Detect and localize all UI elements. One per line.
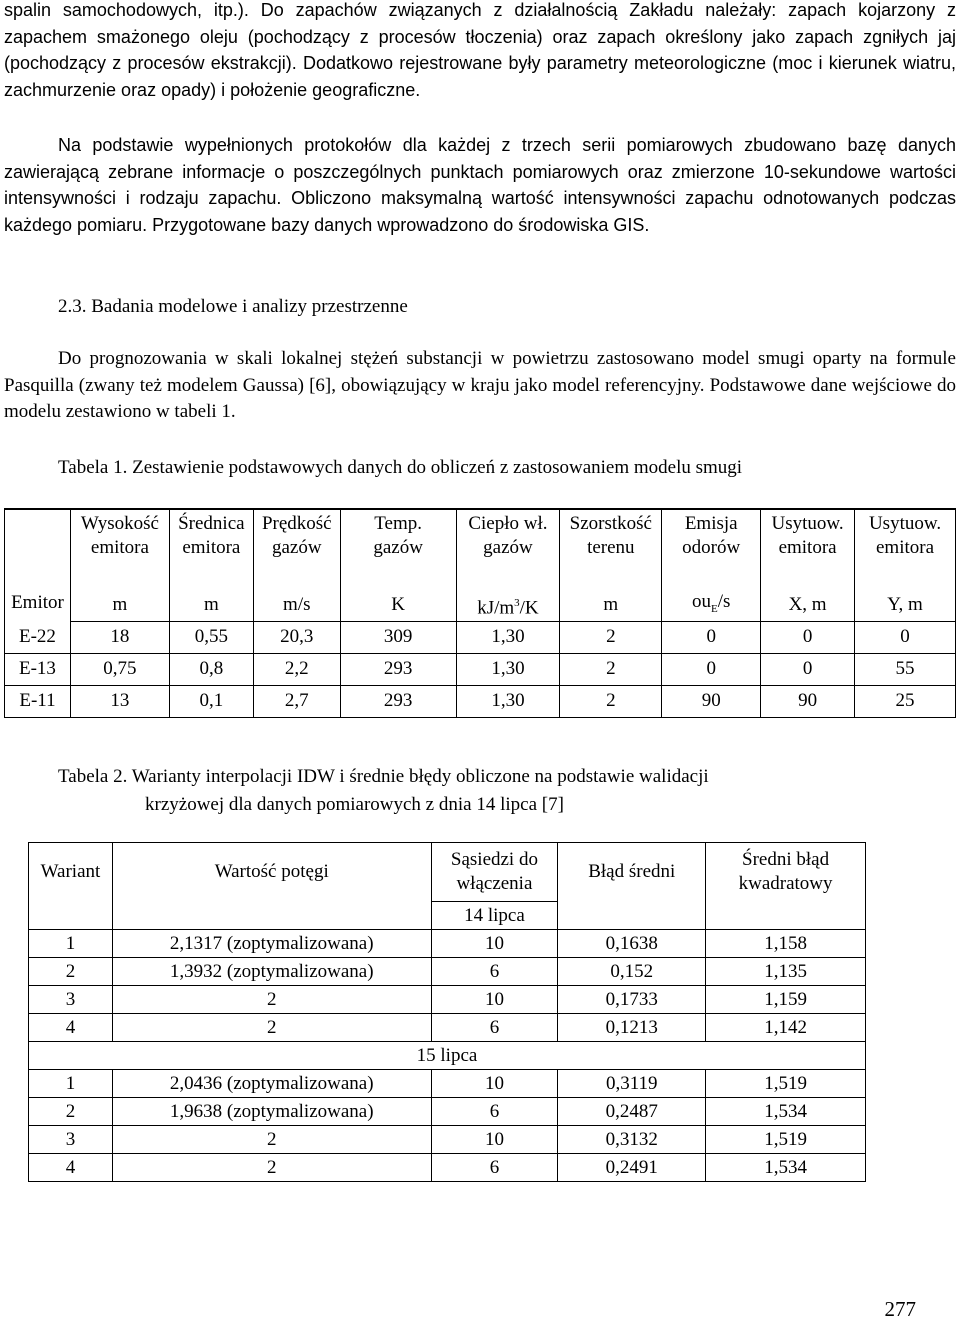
table2-row: [29, 1098, 866, 1126]
table2-cell: 1,142: [706, 1014, 866, 1042]
table2-cell: 10: [431, 986, 558, 1014]
table2-cell: 3: [29, 986, 113, 1014]
table2-cell: 0,3119: [558, 1070, 706, 1098]
table2-row: [29, 1126, 866, 1154]
table1-cell: 1,30: [456, 685, 560, 717]
table1-row: [5, 685, 956, 717]
table2-cell: 2: [29, 958, 113, 986]
table1-cell: 2: [560, 685, 662, 717]
paragraph-database: Na podstawie wypełnionych protokołów dla każdej z trzech serii pomiarowych zbudowano bazę danych zawierającą zebrane informacje o poszczególnych punktach pomiarowych oraz zmierzone 10-sekundowe wartości intensywności i rodzaju zapachu. Obliczono maksymalną wartość intensywności zapachu odnotowanych podczas każdego pomiaru. Przygotowane bazy danych wprowadzono do środowiska GIS.: [4, 135, 956, 235]
table1-cell: 90: [662, 685, 761, 717]
table1-cell: 0: [761, 621, 855, 653]
table1-unit-cell: m: [70, 590, 169, 621]
table2-cell: 0,2491: [558, 1154, 706, 1182]
table2-cell: 1,9638 (zoptymalizowana): [112, 1098, 431, 1126]
table1-unit-cell: m: [169, 590, 253, 621]
table1-cell: 13: [70, 685, 169, 717]
section-heading: 2.3. Badania modelowe i analizy przestrzenne: [58, 296, 408, 317]
table1-cell: 0: [855, 621, 956, 653]
table1-units-row: [5, 590, 956, 621]
table1-row: [5, 621, 956, 653]
table2-cell: 2,1317 (zoptymalizowana): [112, 930, 431, 958]
table2-cell: 1,3932 (zoptymalizowana): [112, 958, 431, 986]
table2-row: [29, 986, 866, 1014]
table2-cell: 1,519: [706, 1070, 866, 1098]
table1-cell: E-11: [5, 685, 71, 717]
table2-cell: 0,1733: [558, 986, 706, 1014]
table1-cell: 55: [855, 653, 956, 685]
table2-cell: 6: [431, 1154, 558, 1182]
table1-row: [5, 653, 956, 685]
table2-cell: 0,1638: [558, 930, 706, 958]
table1-cell: 309: [340, 621, 456, 653]
table1-cell: 2,7: [253, 685, 340, 717]
table2-header-wariant: Wariant: [29, 843, 113, 902]
table1-unit-cell: $ou_E/s$: [662, 590, 761, 621]
table2-cell: 2: [112, 986, 431, 1014]
table1-cell: 2,2: [253, 653, 340, 685]
table1-cell: E-13: [5, 653, 71, 685]
table2-cell: 6: [431, 1014, 558, 1042]
table1-header-cell: Usytuow. emitora: [855, 509, 956, 590]
table2-cell: 1,534: [706, 1098, 866, 1126]
table1-cell: 293: [340, 653, 456, 685]
table1-cell: 20,3: [253, 621, 340, 653]
table2-row: [29, 1014, 866, 1042]
table1-header-row: [5, 509, 956, 590]
table1-cell: 18: [70, 621, 169, 653]
table2-cell: 6: [431, 958, 558, 986]
table1-cell: 0,55: [169, 621, 253, 653]
table2-cell: 6: [431, 1098, 558, 1126]
table2-cell: 1,135: [706, 958, 866, 986]
table2-caption-line2: krzyżowej dla danych pomiarowych z dnia 14 lipca [7]: [145, 794, 564, 815]
table1-cell: 2: [560, 653, 662, 685]
table1-header-cell: Emisja odorów: [662, 509, 761, 590]
paragraph-model: Do prognozowania w skali lokalnej stężeń substancji w powietrzu zastosowano model smugi oparty na formule Pasquilla (zwany też modelem Gaussa) [6], obowiązujący w kraju jako model referencyjny. Podstawowe dane wejściowe do modelu zestawiono w tabeli 1.: [4, 348, 956, 422]
table2-group-row: [29, 1042, 866, 1070]
table2-cell: 2,0436 (zoptymalizowana): [112, 1070, 431, 1098]
table2-cell: 2: [112, 1014, 431, 1042]
table1-cell: E-22: [5, 621, 71, 653]
table2-cell: 1: [29, 1070, 113, 1098]
table2-cell: 1,159: [706, 986, 866, 1014]
table1-cell: 0,8: [169, 653, 253, 685]
table1-cell: 0: [662, 653, 761, 685]
table1-header-cell: Wysokość emitora: [70, 509, 169, 590]
table1-unit-cell: Y, m: [855, 590, 956, 621]
table1-header-cell: Usytuow. emitora: [761, 509, 855, 590]
table2-cell: 2: [112, 1126, 431, 1154]
table2-group-label: 14 lipca: [431, 902, 558, 930]
table1-cell: 1,30: [456, 653, 560, 685]
table1-header-cell: Średnica emitora: [169, 509, 253, 590]
table2-cell: 4: [29, 1014, 113, 1042]
table1-cell: 25: [855, 685, 956, 717]
table2-cell: 10: [431, 1070, 558, 1098]
table2-row: [29, 1154, 866, 1182]
table2-header-kwadratowy: Średni błąd kwadratowy: [706, 843, 866, 902]
table1-caption: Tabela 1. Zestawienie podstawowych danych do obliczeń z zastosowaniem modelu smugi: [58, 457, 743, 478]
table1-unit-cell: m/s: [253, 590, 340, 621]
table2-header-sasiedzi: Sąsiedzi do włączenia: [431, 843, 558, 902]
table2-cell: 1,158: [706, 930, 866, 958]
table1-unit-cell: K: [340, 590, 456, 621]
paragraph-odor-types: spalin samochodowych, itp.). Do zapachów związanych z działalnością Zakładu należały: zapach kojarzony z zapachem smażonego oleju (pochodzący z procesów tłoczenia) oraz zapach określony jako zapach zgniłych jaj (pochodzący z procesów ekstrakcji). Dodatkowo rejestrowane były parametry meteorologiczne (moc i kierunek wiatru, zachmurzenie oraz opady) i położenie geograficzne.: [4, 0, 956, 100]
table-idw-variants: [28, 842, 866, 1182]
table1-header-cell: Szorstkość terenu: [560, 509, 662, 590]
table2-cell: 1,534: [706, 1154, 866, 1182]
table2-cell: 0,2487: [558, 1098, 706, 1126]
table2-row: [29, 958, 866, 986]
table1-header-cell: Temp. gazów: [340, 509, 456, 590]
table2-cell: 3: [29, 1126, 113, 1154]
table2-row: [29, 930, 866, 958]
table1-cell: 2: [560, 621, 662, 653]
table-model-input-data: [4, 508, 956, 718]
table1-unit-cell: m: [560, 590, 662, 621]
table2-group-row: [29, 902, 866, 930]
table1-cell: 90: [761, 685, 855, 717]
page-number: 277: [884, 1297, 916, 1321]
table2-header-row: [29, 843, 866, 902]
table1-cell: 293: [340, 685, 456, 717]
table1-unit-cell: $kJ/m^3/K$: [456, 590, 560, 621]
table2-group-label: 15 lipca: [29, 1042, 866, 1070]
table1-unit-cell: X, m: [761, 590, 855, 621]
table1-header-cell: Ciepło wł. gazów: [456, 509, 560, 590]
table2-cell: 10: [431, 1126, 558, 1154]
table1-cell: 1,30: [456, 621, 560, 653]
table2-header-potega: Wartość potęgi: [112, 843, 431, 902]
table2-cell: 2: [29, 1098, 113, 1126]
table2-cell: 1: [29, 930, 113, 958]
table2-cell: 4: [29, 1154, 113, 1182]
table1-cell: 0,1: [169, 685, 253, 717]
table2-row: [29, 1070, 866, 1098]
table2-cell: 0,152: [558, 958, 706, 986]
table2-header-blad: Błąd średni: [558, 843, 706, 902]
table2-cell: 0,1213: [558, 1014, 706, 1042]
table1-header-cell: Prędkość gazów: [253, 509, 340, 590]
table1-emitor-header: Emitor: [5, 509, 71, 621]
table1-cell: 0: [662, 621, 761, 653]
table2-cell: 2: [112, 1154, 431, 1182]
table1-cell: 0,75: [70, 653, 169, 685]
table2-cell: 10: [431, 930, 558, 958]
table2-caption-line1: Tabela 2. Warianty interpolacji IDW i średnie błędy obliczone na podstawie walidacji: [58, 766, 709, 787]
table2-cell: 0,3132: [558, 1126, 706, 1154]
table2-cell: 1,519: [706, 1126, 866, 1154]
table1-cell: 0: [761, 653, 855, 685]
